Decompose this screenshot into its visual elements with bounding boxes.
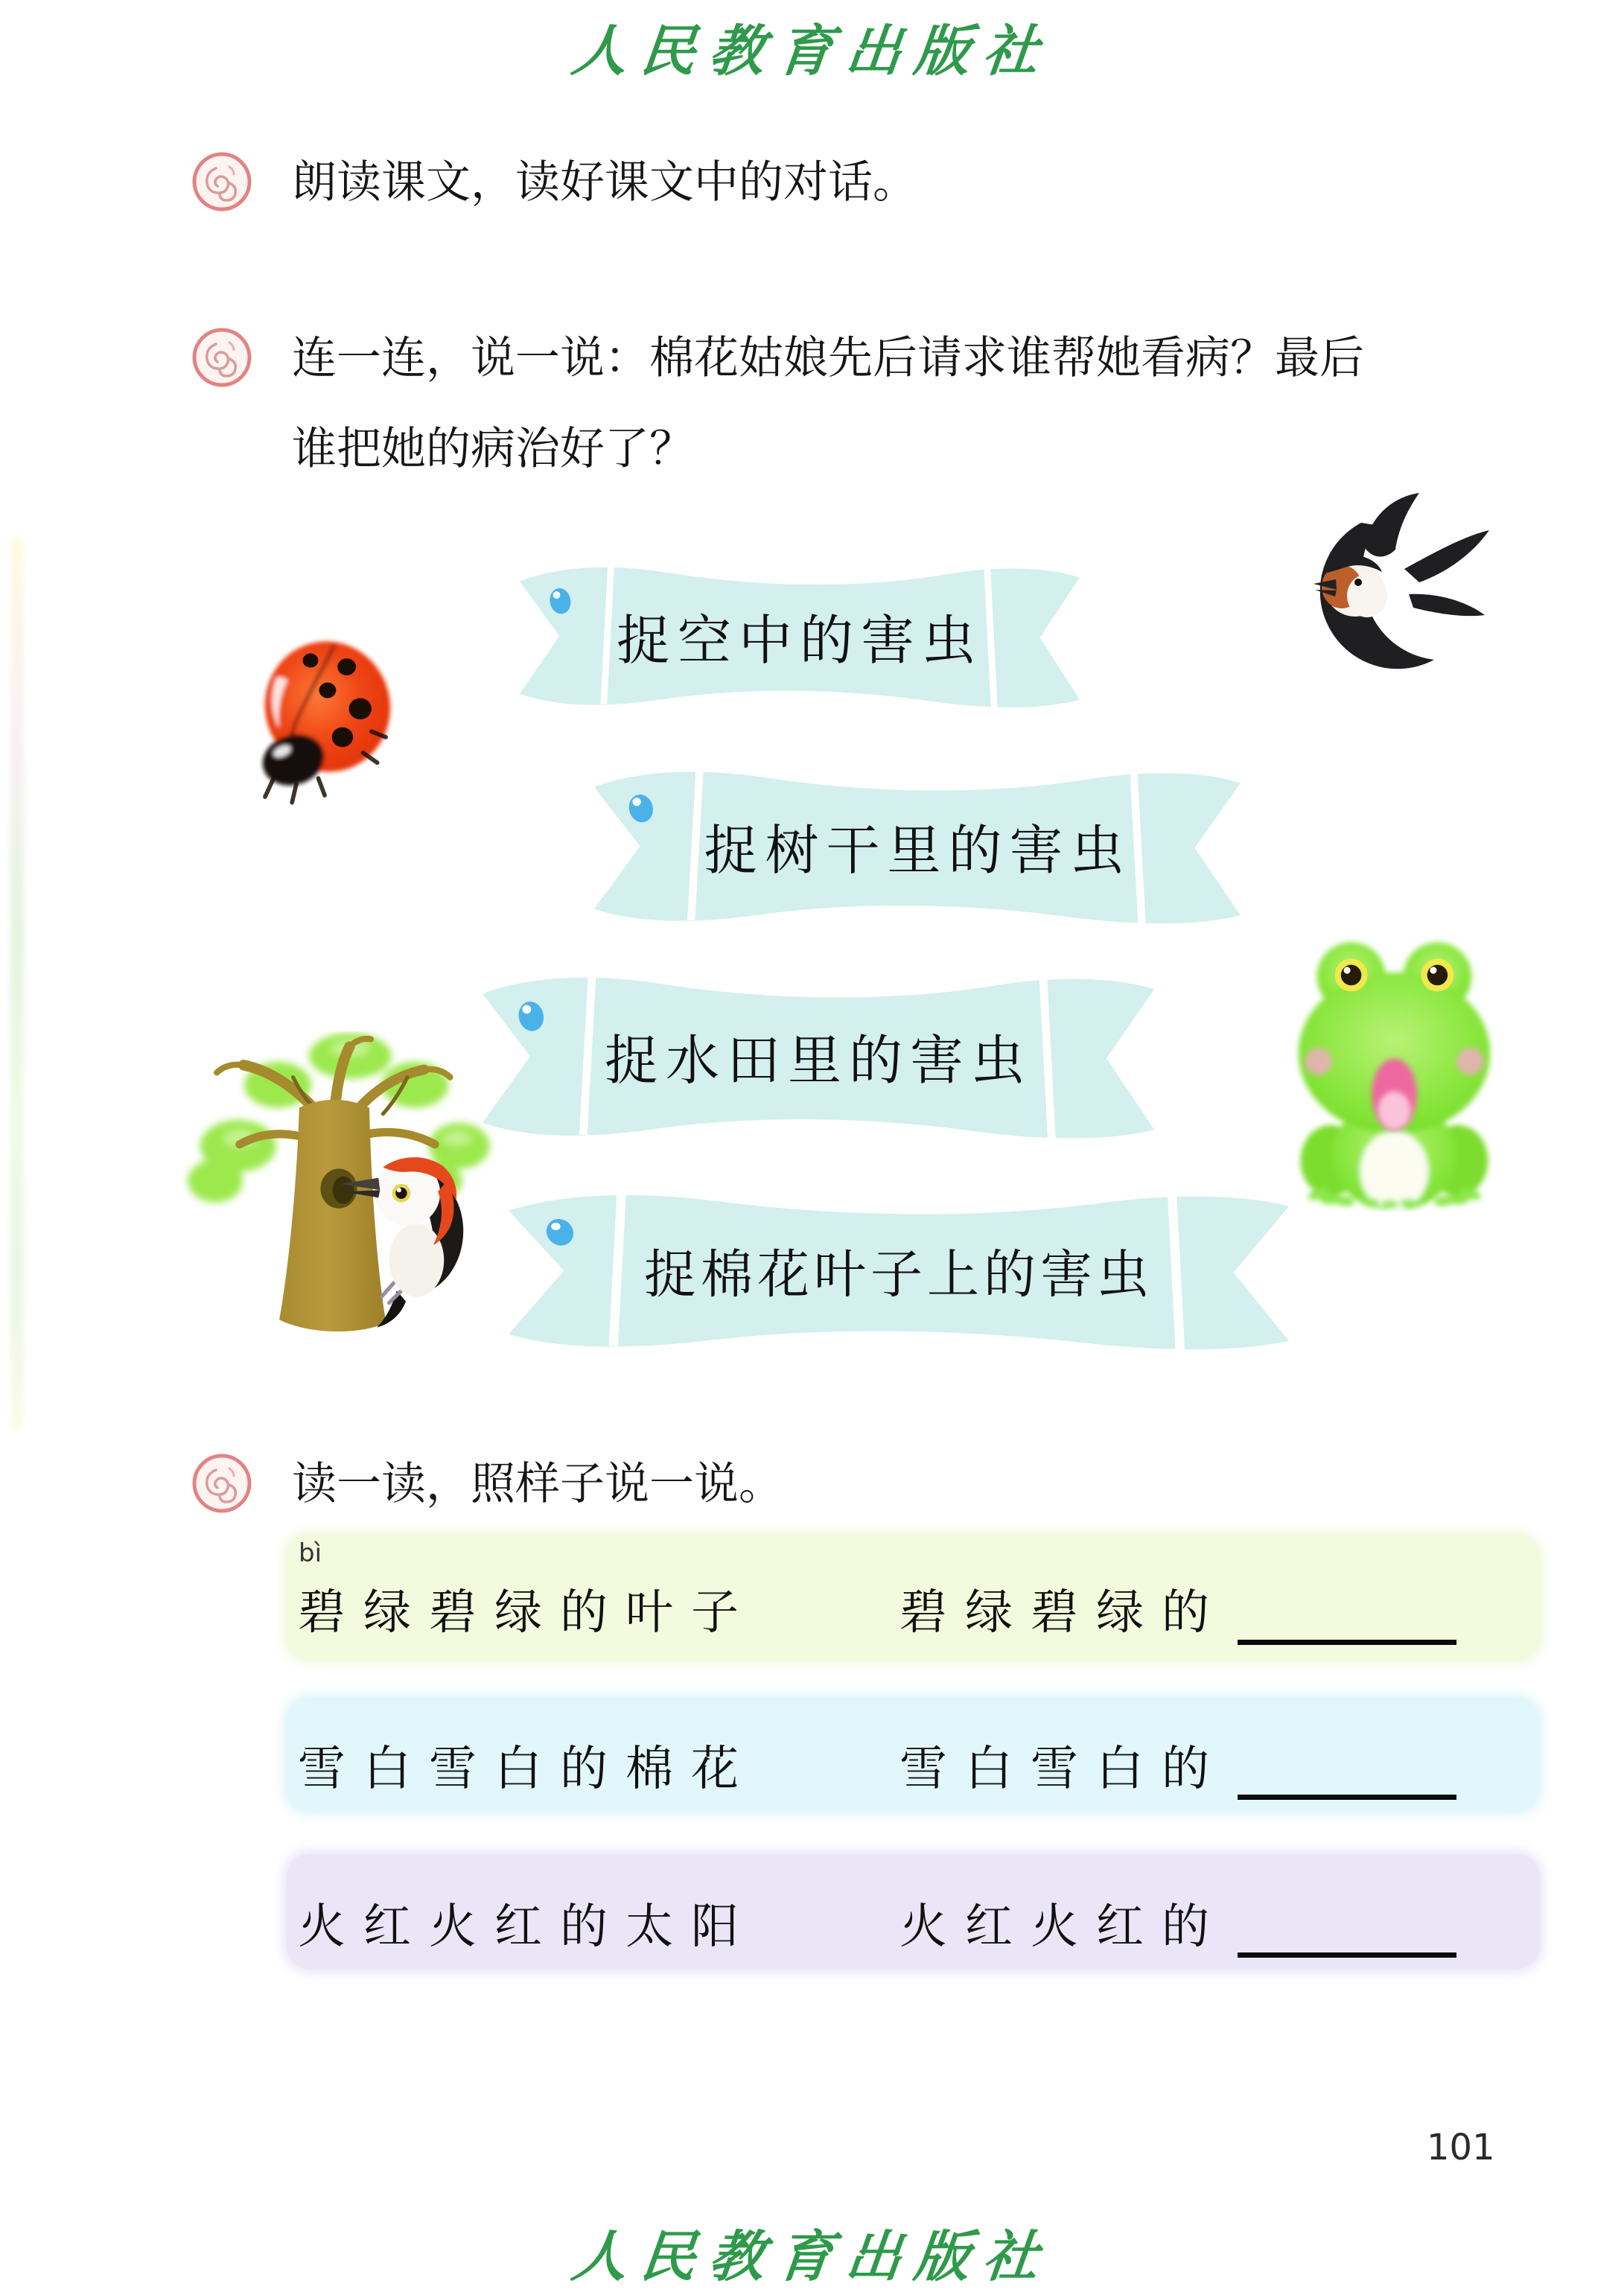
banner-catch-cotton-leaf-pests bbox=[509, 1179, 1289, 1356]
exercise-1-text: 朗读课文，读好课文中的对话。 bbox=[292, 158, 917, 207]
phrase-row-green bbox=[287, 1535, 1539, 1659]
banner-label: 捉水田里的害虫 bbox=[604, 1031, 1032, 1092]
phrase-prompt: 碧绿碧绿的 bbox=[899, 1586, 1227, 1639]
banner-label: 捉空中的害虫 bbox=[616, 611, 983, 672]
fill-in-blank bbox=[1238, 1952, 1456, 1958]
phrase-example: 火红火红的太阳 bbox=[298, 1900, 757, 1953]
fill-in-blank bbox=[1238, 1640, 1456, 1645]
phrase-prompt: 雪白雪白的 bbox=[899, 1742, 1227, 1795]
banner-label: 捉棉花叶子上的害虫 bbox=[644, 1247, 1153, 1305]
flower-stamp-icon bbox=[191, 150, 253, 213]
pinyin-label: bì bbox=[299, 1538, 322, 1568]
exercise-3-text: 读一读，照样子说一说。 bbox=[292, 1460, 783, 1509]
fill-in-blank bbox=[1238, 1795, 1456, 1800]
phrase-example: 碧绿碧绿的叶子 bbox=[298, 1586, 757, 1639]
publisher-logo-bottom: 人民教育出版社 bbox=[568, 2227, 1055, 2288]
woodpecker-tree-icon bbox=[179, 1031, 499, 1337]
banner-catch-trunk-pests bbox=[594, 756, 1241, 930]
phrase-row-purple bbox=[287, 1854, 1539, 1969]
frog-icon bbox=[1288, 925, 1500, 1212]
exercise-2-text-line2: 谁把她的病治好了？ bbox=[292, 424, 694, 474]
flower-stamp-icon bbox=[191, 1452, 253, 1515]
swallow-icon bbox=[1281, 490, 1489, 691]
phrase-prompt: 火红火红的 bbox=[899, 1900, 1227, 1953]
phrase-example: 雪白雪白的棉花 bbox=[298, 1742, 757, 1795]
publisher-logo-top: 人民教育出版社 bbox=[568, 22, 1055, 83]
scan-edge-artifact bbox=[10, 536, 24, 1430]
phrase-row-blue bbox=[287, 1698, 1539, 1811]
banner-catch-paddy-pests bbox=[483, 961, 1154, 1145]
ladybug-icon bbox=[249, 631, 402, 810]
banner-label: 捉树干里的害虫 bbox=[704, 821, 1132, 882]
flower-stamp-icon bbox=[191, 326, 253, 389]
page-number: 101 bbox=[1427, 2127, 1495, 2168]
exercise-2-text-line1: 连一连，说一说：棉花姑娘先后请求谁帮她看病？最后 bbox=[292, 334, 1364, 383]
banner-catch-air-pests bbox=[520, 553, 1080, 713]
